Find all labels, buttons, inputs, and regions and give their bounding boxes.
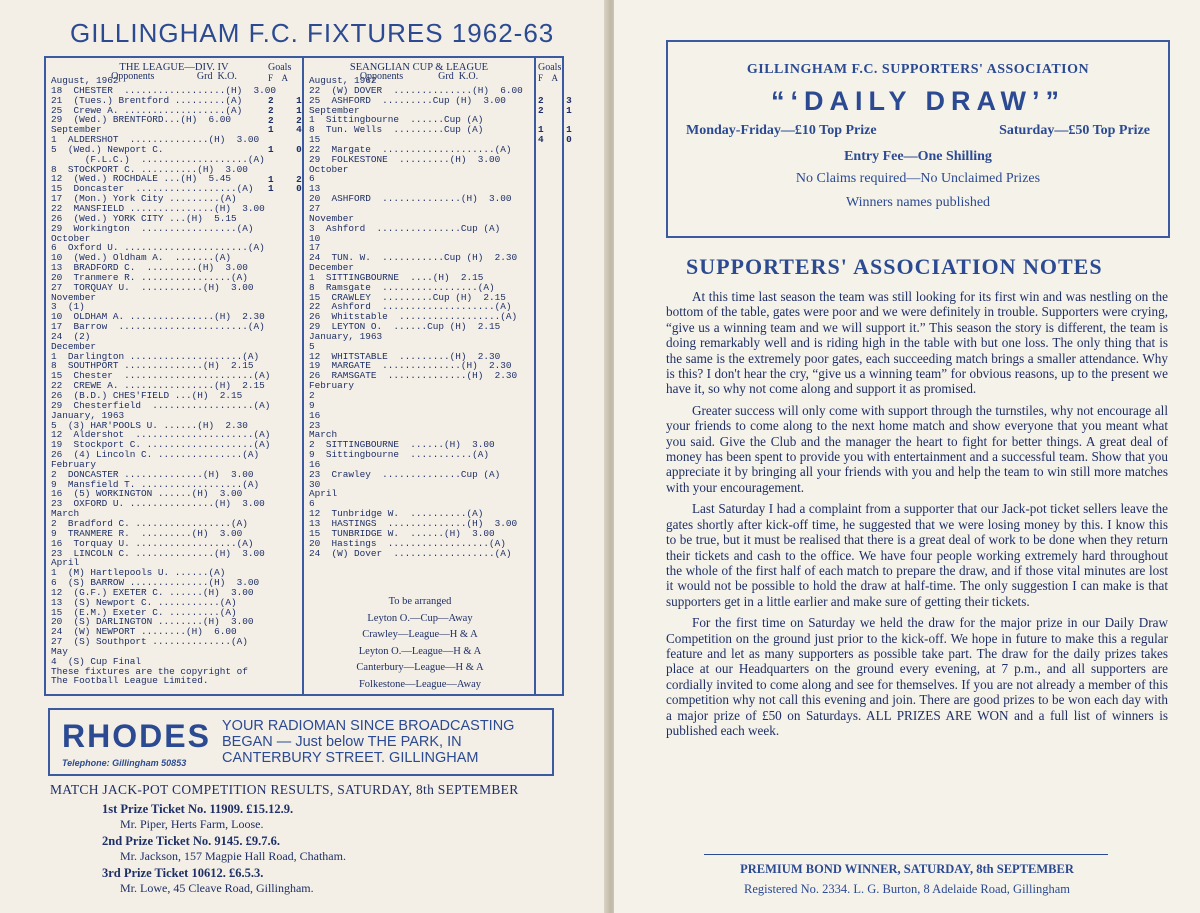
fixture-line: 13	[309, 183, 321, 195]
cup-goals-label: Goals	[538, 62, 562, 73]
goals-score: 2 1	[538, 104, 572, 116]
rhodes-name: RHODES	[62, 718, 211, 754]
fixture-line: 1 ALDERSHOT ..............(H) 3.00	[51, 134, 260, 146]
notes-paragraph: Last Saturday I had a complaint from a supporter that our Jack-pot ticket sellers leave the gates shortly after kick-off time, he suggested that we were losing money by this. I know this to be true, but it must be realised that there is a great deal of work to be done when they return their tickets and cash to the office. We have four people working extremely hard throughout the whole of the first half of each match to prepare the draw, and if those vital minutes are lost it would not be possible to hold the draw at half-time. The only suggestion I can make is that supporters get in a little earlier and make sure of getting their tickets.	[666, 501, 1168, 609]
fixture-line: 29 FOLKESTONE .........(H) 3.00	[309, 153, 501, 165]
fixture-line: October	[309, 163, 349, 175]
league-fixture-list	[46, 76, 302, 686]
fixture-line: 15 (E.M.) Exeter C. .........(A)	[51, 606, 237, 618]
notes-paragraph: Greater success will only come with support through the turnstiles, why not encourage all your friends to come along to the next home match and show everyone that you meant what you said. Give the Club and the manager the heart to fight for better things. A great deal of money has been spent to provide you with entertainment and a successful team. Show that you appreciate it by bringing all your friends with you and help the team to win still more matches with your encouragement.	[666, 402, 1168, 495]
fixture-line: 5 (Wed.) Newport C.	[51, 143, 164, 155]
premium-bond-winner: Registered No. 2334. L. G. Burton, 8 Adelaide Road, Gillingham	[744, 882, 1070, 896]
cup-fixture-list	[304, 76, 534, 558]
fixture-line: 12 (G.F.) EXETER C. ......(H) 3.00	[51, 586, 254, 598]
league-subheading: Opponents Grd K.O.	[111, 71, 237, 82]
fixture-line: February	[51, 458, 97, 470]
fixture-line: 15 TUNBRIDGE W. ......(H) 3.00	[309, 527, 495, 539]
fixture-line: 13 (S) Newport C. ...........(A)	[51, 596, 237, 608]
fixture-line: 24 (W) NEWPORT ........(H) 6.00	[51, 626, 237, 638]
jackpot-results-title: MATCH JACK-POT COMPETITION RESULTS, SATURDAY, 8th SEPTEMBER	[50, 782, 519, 797]
fixture-line: 23 LINCOLN C. ..............(H) 3.00	[51, 547, 265, 559]
association-title: GILLINGHAM F.C. SUPPORTERS' ASSOCIATION	[746, 62, 1090, 77]
fixture-line: 15	[309, 134, 321, 146]
to-be-arranged-heading: To be arranged	[388, 596, 452, 607]
fixture-line: 15 CRAWLEY .........Cup (H) 2.15	[309, 291, 506, 303]
winner-line: Mr. Jackson, 157 Magpie Hall Road, Chatham.	[120, 849, 346, 863]
fixture-line: 8 Tun. Wells .........Cup (A)	[309, 124, 484, 136]
fixture-line: 30	[309, 478, 321, 490]
fixture-line: January, 1963	[309, 330, 383, 342]
fixture-line: 6 Oxford U. ......................(A)	[51, 242, 265, 254]
to-be-arranged-item: Leyton O.—Cup—Away	[367, 612, 473, 624]
fixture-line: 1 (M) Hartlepools U. ......(A)	[51, 567, 226, 579]
fixture-line: 22 MANSFIELD ...............(H) 3.00	[51, 202, 265, 214]
notes-title: SUPPORTERS' ASSOCIATION NOTES	[686, 254, 1103, 279]
fixture-line: 24 (2)	[51, 330, 91, 342]
fixture-line: 26 (B.D.) CHES'FIELD ...(H) 2.15	[51, 390, 243, 401]
to-be-arranged-item: Leyton O.—League—H & A	[358, 645, 482, 657]
fixture-line: 19 Stockport C. ...................(A)	[51, 439, 271, 451]
fixture-line: 3 Ashford ...............Cup (A)	[309, 222, 501, 234]
fixture-line: 6	[309, 173, 315, 185]
prize-line: 2nd Prize Ticket No. 9145. £9.7.6.	[102, 834, 281, 848]
cup-fixtures-column	[304, 58, 536, 694]
fixture-line: 5	[309, 340, 315, 352]
goals-score: 1 0	[268, 183, 302, 195]
fixture-line: August, 1962	[309, 75, 377, 86]
fixture-line: 20 Tranmere R. ................(A)	[51, 271, 248, 283]
fixture-line: 29 LEYTON O. ......Cup (H) 2.15	[309, 321, 501, 333]
daily-draw-heading: “‘DAILY DRAW’”	[770, 86, 1066, 116]
winner-line: Mr. Piper, Herts Farm, Loose.	[120, 817, 264, 831]
fixture-line: September	[309, 104, 360, 116]
winners-published-note: Winners names published	[845, 195, 991, 210]
fixture-line: 3 (1)	[51, 301, 85, 313]
winner-line: Mr. Lowe, 45 Cleave Road, Gillingham.	[120, 881, 314, 895]
fixture-line: January, 1963	[51, 409, 125, 421]
fixture-line: 26 RAMSGATE ..............(H) 2.30	[309, 370, 518, 382]
fixture-line: 12 WHITSTABLE .........(H) 2.30	[309, 350, 501, 362]
fixture-line: May	[51, 645, 68, 657]
fixture-line: 20 Hastings ..................(A)	[309, 537, 506, 549]
fixture-line: 26 (4) Lincoln C. ...............(A)	[51, 449, 260, 461]
jackpot-results	[50, 782, 590, 898]
cup-heading-text: SEANGLIAN CUP & LEAGUE	[349, 62, 489, 73]
to-be-arranged-list	[304, 594, 536, 693]
fixture-line: 22 Margate ....................(A)	[309, 143, 512, 155]
fixture-line: 12 (Wed.) ROCHDALE ...(H) 5.45	[51, 173, 232, 185]
to-be-arranged-item: Canterbury—League—H & A	[356, 662, 484, 673]
league-goals-heading	[268, 62, 291, 83]
fixture-line: 16 (5) WORKINGTON ......(H) 3.00	[51, 488, 243, 500]
fixture-line: 27	[309, 202, 321, 214]
fixture-line: 17 Barrow .......................(A)	[51, 321, 265, 333]
goals-score: 2 1	[268, 104, 302, 116]
premium-bond-title: PREMIUM BOND WINNER, SATURDAY, 8th SEPTEMBER	[740, 862, 1074, 876]
fixture-line: 19 MARGATE ..............(H) 2.30	[309, 360, 512, 372]
fixture-line: 22 Ashford ....................(A)	[309, 301, 512, 313]
fixture-line: 15 Doncaster ..................(A)	[51, 183, 254, 195]
fixture-line: 15 Chester .......................(A)	[51, 370, 271, 382]
fixture-line: 25 Crewe A. ..................(A)	[51, 104, 243, 116]
fixture-line: August, 1962	[51, 75, 119, 86]
right-page	[614, 0, 1200, 913]
saturday-prize: Saturday—£50 Top Prize	[999, 123, 1150, 138]
divider	[704, 854, 1108, 855]
weekday-prize: Monday-Friday—£10 Top Prize	[686, 123, 877, 138]
cup-goals-cols: F A	[538, 73, 559, 83]
fixture-line: The Football League Limited.	[51, 675, 209, 687]
fixture-line: 1 Darlington ....................(A)	[51, 350, 260, 362]
fixture-line: 17 (Mon.) York City .........(A)	[51, 193, 237, 205]
goals-score: 2 1	[268, 94, 302, 106]
cup-goals-column	[536, 58, 572, 694]
fixture-line: 4 (S) Cup Final	[51, 655, 142, 667]
fixture-line: 2 Bradford C. .................(A)	[51, 517, 248, 529]
fixture-line: November	[309, 212, 355, 224]
cup-heading	[304, 62, 534, 82]
league-goals-cols: F A	[268, 73, 289, 83]
goals-score: 1 4	[268, 124, 302, 136]
fixture-line: April	[51, 557, 80, 569]
cup-goals-heading	[538, 62, 561, 83]
fixture-line: 9 Sittingbourne ...........(A)	[309, 449, 490, 461]
goals-score: 1 2	[268, 173, 302, 185]
fixture-line: 18 CHESTER ..................(H) 3.00	[51, 84, 277, 96]
fixture-line: 23	[309, 419, 321, 431]
fixture-line: 2	[309, 390, 315, 401]
fixture-line: 22 (W) DOVER ..............(H) 6.00	[309, 84, 523, 96]
rhodes-advert	[48, 708, 554, 776]
prize-line: 3rd Prize Ticket 10612. £6.5.3.	[102, 866, 264, 880]
fixture-line: 12 Tunbridge W. ..........(A)	[309, 508, 484, 520]
fixture-line: 8 STOCKPORT C. ..........(H) 3.00	[51, 163, 248, 175]
fixture-line: December	[51, 340, 97, 352]
fixture-line: 6 (S) BARROW ..............(H) 3.00	[51, 577, 260, 589]
goals-score: 2 3	[538, 94, 572, 106]
fixture-line: 17	[309, 242, 321, 254]
fixture-line: 10 OLDHAM A. ...............(H) 2.30	[51, 311, 265, 323]
league-heading	[46, 62, 302, 82]
fixture-line: 10	[309, 232, 321, 244]
fixture-line: 13 HASTINGS ..............(H) 3.00	[309, 517, 518, 529]
cup-subheading: Opponents Grd K.O.	[359, 71, 479, 82]
fixture-line: March	[309, 429, 338, 441]
fixture-line: 2 SITTINGBOURNE ......(H) 3.00	[309, 439, 495, 451]
fixture-line: 25 ASHFORD .........Cup (H) 3.00	[309, 94, 506, 106]
cup-goals-list	[538, 86, 572, 145]
fixture-line: 26 Whitstable ..................(A)	[309, 311, 518, 323]
fixture-line: (F.L.C.) ...................(A)	[51, 153, 265, 165]
league-goals-label: Goals	[268, 62, 292, 73]
fixture-line: 29 Chesterfield ..................(A)	[51, 399, 271, 411]
notes-body	[666, 289, 1168, 744]
fixture-line: 1 Sittingbourne ......Cup (A)	[309, 114, 484, 126]
entry-fee: Entry Fee—One Shilling	[844, 149, 992, 164]
fixture-line: April	[309, 488, 338, 500]
fixture-line: 16	[309, 409, 321, 421]
fixture-line: October	[51, 232, 91, 244]
daily-draw-box	[666, 40, 1170, 238]
fixture-line: 13 BRADFORD C. .........(H) 3.00	[51, 262, 248, 274]
fixture-line: November	[51, 291, 97, 303]
goals-score: 4 0	[538, 134, 572, 146]
fixture-line: September	[51, 124, 102, 136]
to-be-arranged-item: Crawley—League—H & A	[362, 629, 478, 640]
goals-score: 1 0	[268, 144, 302, 156]
fixture-line: 20 ASHFORD ..............(H) 3.00	[309, 193, 512, 205]
fixture-line: 16 Torquay U. ..................(A)	[51, 537, 254, 549]
fixture-line: 5 (3) HAR'POOLS U. ......(H) 2.30	[51, 419, 248, 431]
rhodes-phone: Telephone: Gillingham 50853	[62, 758, 187, 768]
fixture-line: 9 Mansfield T. ..................(A)	[51, 478, 260, 490]
fixture-line: 23 OXFORD U. ...............(H) 3.00	[51, 498, 265, 510]
fixture-line: 27 TORQUAY U. ...........(H) 3.00	[51, 281, 254, 293]
no-claims-note: No Claims required—No Unclaimed Prizes	[795, 171, 1041, 186]
fixture-line: 10 (Wed.) Oldham A. .......(A)	[51, 252, 232, 264]
notes-paragraph: For the first time on Saturday we held the draw for the major prize in our Daily Draw Competition on the ground just prior to the kick-off. We hope in future to make this a regular feature and let as many supporters as possible take part. The draw for the daily prizes takes place at our Headquarters on the ground every evening, at 7 p.m., and all supporters are cordially invited to come along and see for themselves. If you are not already a member of this competition why not call this evening and join. There are good prizes to be won each day with a major prize of £50 on Saturdays. ALL PRIZES ARE WON and a full list of winners is published each week.	[666, 615, 1168, 738]
fixture-line: December	[309, 262, 355, 274]
fixture-line: 6	[309, 498, 315, 510]
to-be-arranged-item: Folkestone—League—Away	[358, 678, 482, 690]
fixture-line: 9	[309, 399, 315, 411]
league-heading-text: THE LEAGUE—DIV. IV	[119, 62, 229, 73]
fixture-line: February	[309, 380, 355, 392]
fixture-line: 29 Workington .................(A)	[51, 222, 254, 234]
league-fixtures-column	[46, 58, 304, 694]
fixture-line: 23 Crawley ..............Cup (A)	[309, 468, 501, 480]
fixture-line: 1 SITTINGBOURNE ....(H) 2.15	[309, 271, 484, 283]
fixture-line: March	[51, 508, 80, 520]
fixture-line: 20 (S) DARLINGTON ........(H) 3.00	[51, 616, 254, 628]
fixture-line: 2 DONCASTER ..............(H) 3.00	[51, 468, 254, 480]
fixture-line: These fixtures are the copyright of	[51, 665, 248, 677]
fixture-line: 24 (W) Dover ..................(A)	[309, 547, 512, 559]
fixture-line: 8 SOUTHPORT ..............(H) 2.15	[51, 360, 254, 372]
fixture-line: 24 TUN. W. ...........Cup (H) 2.30	[309, 252, 518, 264]
fixtures-table	[44, 56, 572, 696]
fixture-line: 27 (S) Southport ..............(A)	[51, 636, 248, 648]
fixture-line: 8 Ramsgate .................(A)	[309, 281, 495, 293]
prize-line: 1st Prize Ticket No. 11909. £15.12.9.	[102, 802, 294, 816]
prize-row	[668, 123, 1168, 145]
fixture-line: 9 TRANMERE R. .........(H) 3.00	[51, 527, 243, 539]
notes-paragraph: At this time last season the team was still looking for its first win and was nestling on the bottom of the table, gates were poor and we were definitely in trouble. Supporters were crying, “give us a winning team and we will support it.” This season the story is different, the team is doing remarkably well and is riding high in the table with but one loss. The only thing that is the same is the extremely poor gates, each succeeding match brings a smaller attendance. Why is this? I don't hear the cry, “give us a winning team” for obvious reasons, up to the present we have it, so why not come along and support it as promised.	[666, 289, 1168, 397]
fixture-line: 26 (Wed.) YORK CITY ...(H) 5.15	[51, 212, 237, 224]
fixture-line: 22 CREWE A. ................(H) 2.15	[51, 380, 265, 392]
fixture-line: 12 Aldershot .....................(A)	[51, 429, 271, 441]
goals-score: 2 2	[268, 114, 302, 126]
goals-score: 1 1	[538, 124, 572, 136]
fixture-line: 29 (Wed.) BRENTFORD...(H) 6.00	[51, 114, 232, 126]
fixtures-title: GILLINGHAM F.C. FIXTURES 1962-63	[70, 18, 555, 48]
fixture-line: 16	[309, 458, 321, 470]
fixture-line: 21 (Tues.) Brentford .........(A)	[51, 94, 243, 106]
rhodes-slogan: YOUR RADIOMAN SINCE BROADCASTING BEGAN — Just below THE PARK, IN CANTERBURY STREET. GILLINGHAM	[222, 718, 515, 766]
league-goals-list	[268, 86, 302, 194]
